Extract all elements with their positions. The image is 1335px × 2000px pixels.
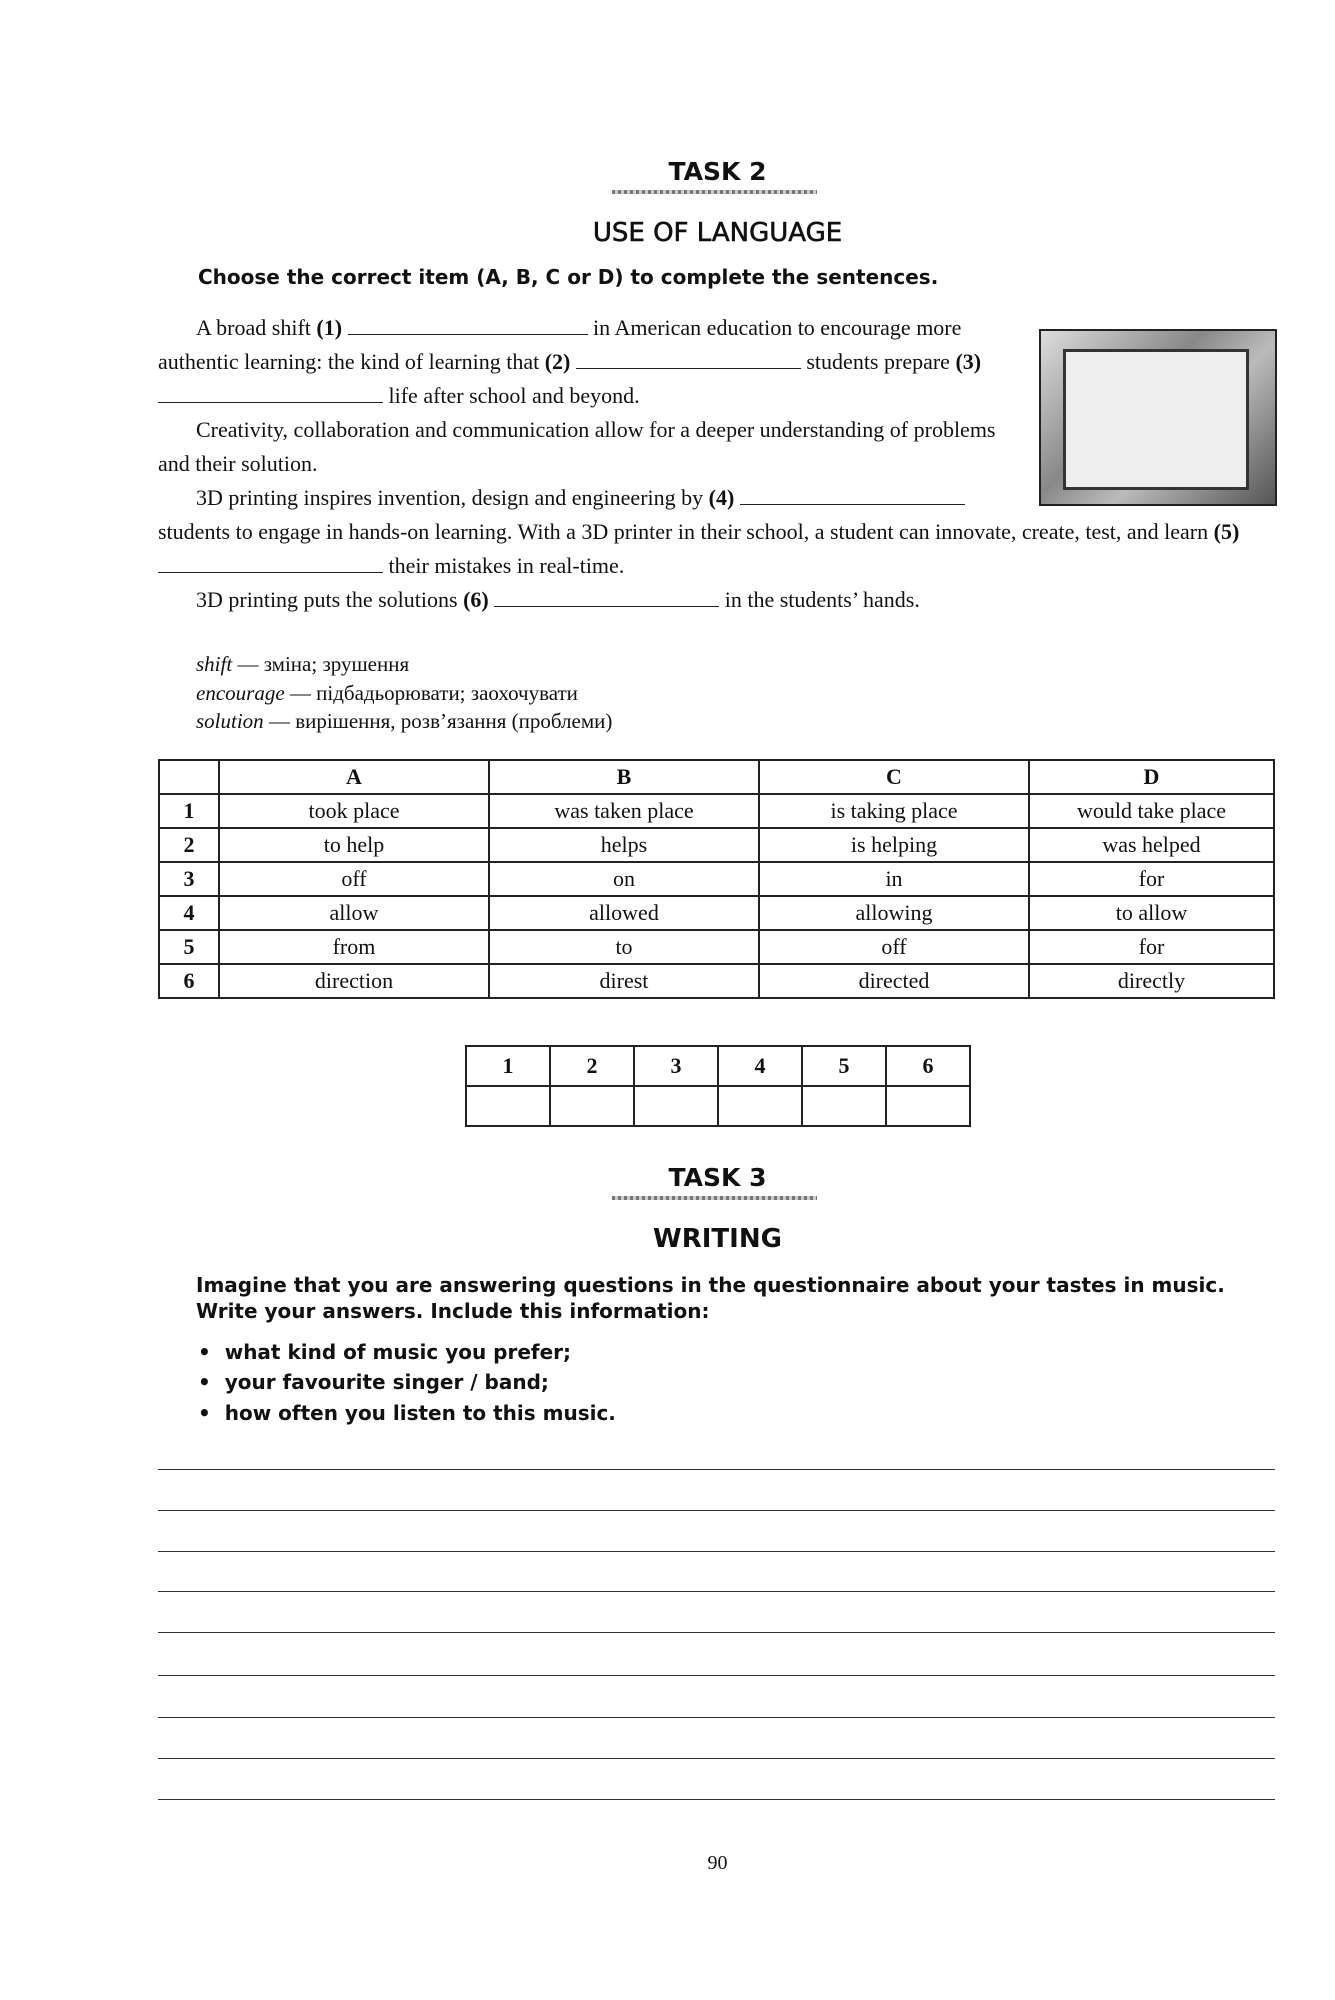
text: their mistakes in real-time. bbox=[388, 553, 625, 578]
row-number: 2 bbox=[159, 828, 219, 862]
option-cell: would take place bbox=[1029, 794, 1274, 828]
gap-number: (1) bbox=[316, 315, 343, 340]
column-header: B bbox=[489, 760, 759, 794]
option-cell: direst bbox=[489, 964, 759, 998]
writing-line[interactable] bbox=[158, 1632, 1275, 1633]
option-cell: from bbox=[219, 930, 489, 964]
row-number: 3 bbox=[159, 862, 219, 896]
option-cell: directly bbox=[1029, 964, 1274, 998]
row-number: 6 bbox=[159, 964, 219, 998]
answer-cell[interactable] bbox=[718, 1086, 802, 1126]
writing-line[interactable] bbox=[158, 1799, 1275, 1800]
option-cell: was helped bbox=[1029, 828, 1274, 862]
answer-grid bbox=[465, 1045, 971, 1127]
answer-cell[interactable] bbox=[802, 1086, 886, 1126]
answer-cell[interactable] bbox=[550, 1086, 634, 1126]
text: in American education to encourage more authentic learning: the kind of learning that bbox=[158, 315, 962, 374]
writing-line[interactable] bbox=[158, 1469, 1275, 1470]
row-number: 4 bbox=[159, 896, 219, 930]
task3-subtitle: WRITING bbox=[653, 1224, 782, 1254]
writing-line[interactable] bbox=[158, 1551, 1275, 1552]
option-cell: to allow bbox=[1029, 896, 1274, 930]
option-cell: allow bbox=[219, 896, 489, 930]
glossary-meaning: — підбадьорювати; заохочувати bbox=[289, 681, 578, 705]
glossary-item bbox=[196, 681, 578, 706]
page-number: 90 bbox=[707, 1852, 728, 1874]
option-cell: for bbox=[1029, 930, 1274, 964]
table-row bbox=[159, 794, 1274, 828]
gap-2[interactable] bbox=[576, 350, 801, 369]
options-table bbox=[158, 759, 1275, 999]
answer-number: 4 bbox=[718, 1046, 802, 1086]
gap-number: (6) bbox=[463, 587, 489, 612]
glossary-word: encourage bbox=[196, 681, 285, 705]
answer-number: 3 bbox=[634, 1046, 718, 1086]
option-cell: allowed bbox=[489, 896, 759, 930]
writing-line[interactable] bbox=[158, 1510, 1275, 1511]
gap-5[interactable] bbox=[158, 554, 383, 573]
gap-number: (2) bbox=[544, 349, 571, 374]
bullet-item: • your favourite singer / band; bbox=[198, 1370, 549, 1394]
table-row bbox=[159, 828, 1274, 862]
answer-cell[interactable] bbox=[634, 1086, 718, 1126]
bullet-text: how often you listen to this music. bbox=[224, 1401, 616, 1425]
text: 3D printing puts the solutions bbox=[196, 587, 458, 612]
text: in the students’ hands. bbox=[724, 587, 920, 612]
option-cell: helps bbox=[489, 828, 759, 862]
table-row bbox=[159, 964, 1274, 998]
option-cell: direction bbox=[219, 964, 489, 998]
option-cell: to bbox=[489, 930, 759, 964]
row-number: 1 bbox=[159, 794, 219, 828]
bullet-item: • how often you listen to this music. bbox=[198, 1401, 616, 1425]
text: students prepare bbox=[806, 349, 950, 374]
option-cell: off bbox=[759, 930, 1029, 964]
row-number: 5 bbox=[159, 930, 219, 964]
bullet-text: your favourite singer / band; bbox=[224, 1370, 549, 1394]
task3-title: TASK 3 bbox=[668, 1163, 767, 1192]
writing-line[interactable] bbox=[158, 1675, 1275, 1676]
glossary-meaning: — вирішення, розв’язання (проблеми) bbox=[268, 709, 613, 733]
glossary-word: solution bbox=[196, 709, 264, 733]
option-cell: to help bbox=[219, 828, 489, 862]
table-header bbox=[159, 760, 1274, 794]
table-row bbox=[159, 896, 1274, 930]
option-cell: directed bbox=[759, 964, 1029, 998]
bullet-item: • what kind of music you prefer; bbox=[198, 1340, 572, 1364]
answer-number: 1 bbox=[466, 1046, 550, 1086]
answer-number: 5 bbox=[802, 1046, 886, 1086]
paragraph-2: Creativity, collaboration and communication allow for a deeper understanding of problems and their solution. bbox=[158, 417, 996, 476]
table-row bbox=[159, 930, 1274, 964]
task2-subtitle: USE OF LANGUAGE bbox=[592, 218, 843, 248]
gap-1[interactable] bbox=[348, 316, 588, 335]
bullet-text: what kind of music you prefer; bbox=[224, 1340, 572, 1364]
title-underline bbox=[612, 1196, 817, 1200]
task2-title: TASK 2 bbox=[668, 157, 767, 186]
text: A broad shift bbox=[196, 315, 311, 340]
3d-printer-image bbox=[1039, 329, 1277, 506]
title-underline bbox=[612, 190, 817, 194]
column-header: D bbox=[1029, 760, 1274, 794]
text: life after school and beyond. bbox=[388, 383, 640, 408]
text: students to engage in hands-on learning. With a 3D printer in their school, a student can innovate, create, test, and learn bbox=[158, 519, 1209, 544]
answer-number: 6 bbox=[886, 1046, 970, 1086]
glossary-word: shift bbox=[196, 652, 233, 676]
printer-frame bbox=[1063, 349, 1249, 490]
option-cell: off bbox=[219, 862, 489, 896]
paragraph-4 bbox=[158, 583, 1275, 617]
gap-4[interactable] bbox=[740, 486, 965, 505]
writing-line[interactable] bbox=[158, 1591, 1275, 1592]
option-cell: took place bbox=[219, 794, 489, 828]
gap-number: (3) bbox=[955, 349, 982, 374]
answer-cell[interactable] bbox=[886, 1086, 970, 1126]
option-cell: is taking place bbox=[759, 794, 1029, 828]
glossary-item bbox=[196, 652, 409, 677]
glossary-item bbox=[196, 709, 612, 734]
option-cell: on bbox=[489, 862, 759, 896]
option-cell: allowing bbox=[759, 896, 1029, 930]
column-header: C bbox=[759, 760, 1029, 794]
gap-6[interactable] bbox=[494, 588, 719, 607]
option-cell: is helping bbox=[759, 828, 1029, 862]
answer-number: 2 bbox=[550, 1046, 634, 1086]
option-cell: for bbox=[1029, 862, 1274, 896]
task2-instruction: Choose the correct item (A, B, C or D) to complete the sentences. bbox=[198, 265, 939, 289]
answer-cell[interactable] bbox=[466, 1086, 550, 1126]
text: 3D printing inspires invention, design and engineering by bbox=[196, 485, 704, 510]
option-cell: was taken place bbox=[489, 794, 759, 828]
column-header: A bbox=[219, 760, 489, 794]
writing-line[interactable] bbox=[158, 1717, 1275, 1718]
gap-number: (5) bbox=[1213, 519, 1240, 544]
option-cell: in bbox=[759, 862, 1029, 896]
table-row bbox=[159, 862, 1274, 896]
task3-instruction: Imagine that you are answering questions in the questionnaire about your tastes in music. Write your answers. Include this information: bbox=[196, 1273, 1225, 1323]
gap-number: (4) bbox=[708, 485, 735, 510]
glossary-meaning: — зміна; зрушення bbox=[237, 652, 410, 676]
writing-line[interactable] bbox=[158, 1758, 1275, 1759]
gap-3[interactable] bbox=[158, 384, 383, 403]
